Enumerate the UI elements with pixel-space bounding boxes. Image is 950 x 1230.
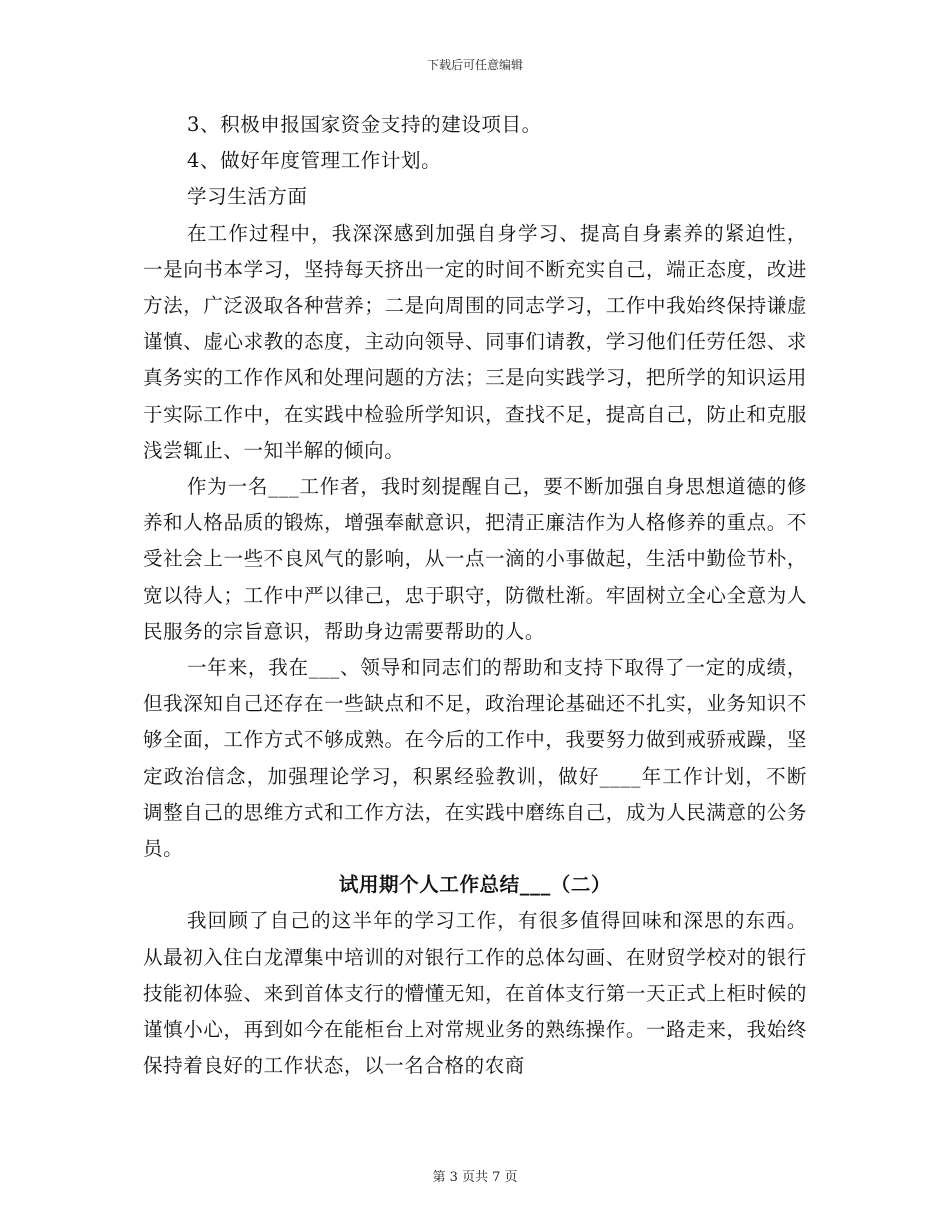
paragraph-item-3: 3、积极申报国家资金支持的建设项目。 <box>187 113 542 136</box>
section-heading-study-life: 学习生活方面 <box>187 185 308 209</box>
paragraph-study: 在工作过程中，我深深感到加强自身学习、提高自身素养的紧迫性，一是向书本学习，坚持每天挤出一定的时间不断充实自己，端正态度，改进方法，广泛汲取各种营养；二是向周围的同志学习，工作中我始终保持谦虚谨慎、虚心求教的态度，主动向领导、同事们请教，学习他们任劳任怨、求真务实的工作作风和处理问题的方法；三是向实践学习，把所学的知识运用于实际工作中，在实践中检验所学知识，查找不足，提高自己，防止和克服浅尝辄止、一知半解的倾向。 <box>143 221 807 462</box>
section-title: 试用期个人工作总结___（二） <box>338 873 612 897</box>
paragraph-morality: 作为一名___工作者，我时刻提醒自己，要不断加强自身思想道德的修养和人格品质的锻炼，增强奉献意识，把清正廉洁作为人格修养的重点。不受社会上一些不良风气的影响，从一点一滴的小事做起，生活中勤俭节朴，宽以待人；工作中严以律己，忠于职守，防微杜渐。牢固树立全心全意为人民服务的宗旨意识，帮助身边需要帮助的人。 <box>143 475 807 643</box>
document-body <box>143 107 807 1084</box>
paragraph-year-summary: 一年来，我在___、领导和同志们的帮助和支持下取得了一定的成绩，但我深知自己还存在一些缺点和不足，政治理论基础还不扎实，业务知识不够全面，工作方式不够成熟。在今后的工作中，我要努力做到戒骄戒躁，坚定政治信念，加强理论学习，积累经验教训，做好____年工作计划，不断调整自己的思维方式和工作方法，在实践中磨练自己，成为人民满意的公务员。 <box>143 656 807 861</box>
paragraph-review: 我回顾了自己的这半年的学习工作，有很多值得回味和深思的东西。从最初入住白龙潭集中培训的对银行工作的总体勾画、在财贸学校对的银行技能初体验、来到首体支行的懵懂无知，在首体支行第一天正式上柜时候的谨慎小心，再到如今在能柜台上对常规业务的熟练操作。一路走来，我始终保持着良好的工作状态，以一名合格的农商 <box>143 909 807 1078</box>
page-footer: 第 3 页共 7 页 <box>432 1170 518 1185</box>
page-header: 下载后可任意编辑 <box>426 58 523 72</box>
paragraph-item-4: 4、做好年度管理工作计划。 <box>187 149 442 173</box>
